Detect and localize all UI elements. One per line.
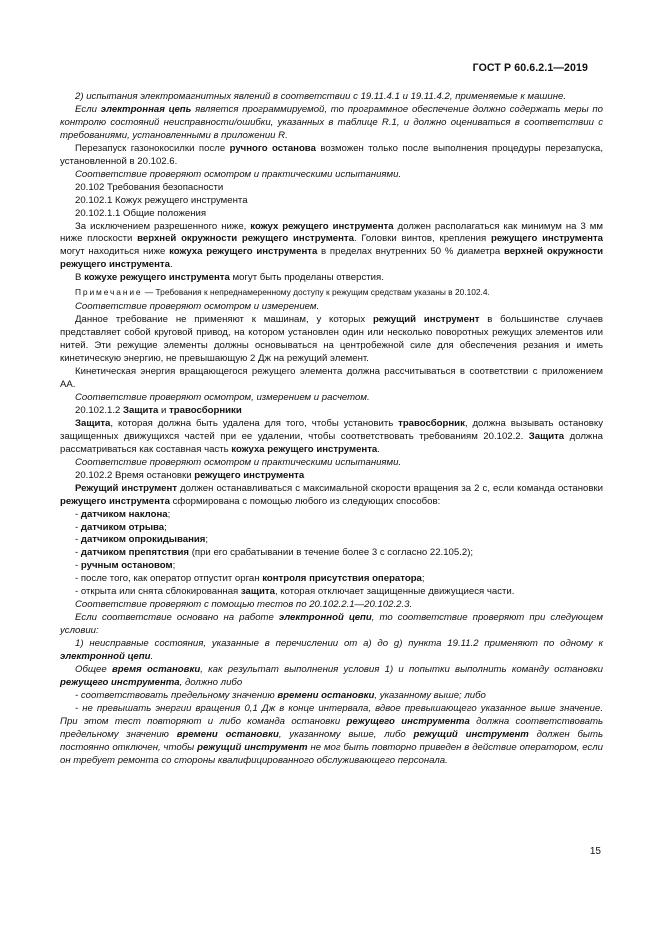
compliance-statement-5: Соответствие проверяют с помощью тестов по 20.102.2.1—20.102.2.3. xyxy=(75,599,413,611)
paragraph-restart: Перезапуск газонокосилки после ручного останова возможен только после выполнения процедуры перезапуска, установленной в 20.102.6. xyxy=(60,142,604,167)
heading-20-102: 20.102 Требования безопасности xyxy=(75,181,224,193)
heading-20-102-1-1: 20.102.1.1 Общие положения xyxy=(75,207,207,219)
document-code: ГОСТ Р 60.6.2.1—2019 xyxy=(472,62,588,74)
compliance-statement-4: Соответствие проверяют осмотром и практическими испытаниями. xyxy=(75,456,402,468)
paragraph-stop-time-limit: - соответствовать предельному значению времени остановки, указанному выше; либо xyxy=(75,689,486,701)
compliance-statement-1: Соответствие проверяют осмотром и практическими испытаниями. xyxy=(75,168,402,180)
document-body xyxy=(60,91,603,768)
paragraph-fault-conditions: 1) неисправные состояния, указанные в перечислении от a) до g) пункта 19.11.2 применяют по одному к электронной цепи. xyxy=(60,638,603,663)
paragraph-emc-tests: 2) испытания электромагнитных явлений в соответствии с 19.11.4.1 и 19.11.4.2, применяемые к машине. xyxy=(75,91,567,102)
heading-20-102-2: 20.102.2 Время остановки режущего инструмента xyxy=(75,469,305,481)
compliance-statement-2: Соответствие проверяют осмотром и измерением. xyxy=(75,301,320,313)
list-item: - ручным остановом; xyxy=(75,560,176,572)
paragraph-stop-time: Режущий инструмент должен останавливаться с максимальной скорости вращения за 2 с, если команда остановки режущего инструмента сформирована с помощью любого из следующих способов: xyxy=(60,482,603,507)
paragraph-kinetic-energy: Кинетическая энергия вращающегося режущего элемента должна рассчитываться в соответствии с приложением АА. xyxy=(60,366,603,391)
list-item: - открыта или снята сблокированная защита, которая отключает защищенные движущиеся части. xyxy=(75,586,515,598)
paragraph-electronic-circuit-condition: Если соответствие основано на работе электронной цепи, то соответствие проверяют при следующем условии: xyxy=(60,612,603,637)
list-item: - датчиком опрокидывания; xyxy=(75,534,209,546)
list-item: - датчиком препятствия (при его срабатывании в течение более 3 с согласно 22.105.2); xyxy=(75,547,474,559)
paragraph-rotation-energy: - не превышать энергии вращения 0,1 Дж в конце интервала, вдвое превышающего указанное выше значение. При этом тест повторяют и либо команда остановки режущего инструмента должна соответствовать предельному значению времени остановки, указанному выше, либо режущий инструмент должен быть постоянно отключен, чтобы режущий инструмент не мог быть повторно приведен в действие оператором, если он требует ремонта со стороны квалифицированного обслуживающего персонала. xyxy=(60,702,604,766)
page-number: 15 xyxy=(589,846,601,857)
paragraph-guard-removal: Защита, которая должна быть удалена для того, чтобы установить травосборник, должна вызывать остановку защищенных движущихся частей при ее удалении, чтобы соответствовать требованиям 20.102.2. Защита должна рассматриваться как составная часть кожуха режущего инструмента. xyxy=(60,417,603,455)
paragraph-exemption: Данное требование не применяют к машинам, у которых режущий инструмент в большинстве случаев представляет собой круговой привод, на котором установлен один или несколько поворотных режущих элементов или нитей. Эти режущие элементы должны основываться на центробежной силе для обеспечения резания и иметь кинетическую энергию, не превышающую 2 Дж на режущий элемент. xyxy=(60,314,603,365)
list-item: - после того, как оператор отпустит орган контроля присутствия оператора; xyxy=(75,573,425,585)
list-item: - датчиком наклона; xyxy=(75,508,171,520)
paragraph-total-stop-time: Общее время остановки, как результат выполнения условия 1) и попытки выполнить команду остановки режущего инструмента, должно либо xyxy=(60,663,603,688)
paragraph-guard-openings: В кожухе режущего инструмента могут быть проделаны отверстия. xyxy=(75,272,384,284)
paragraph-programmable-circuit: Если электронная цепь является программируемой, то программное обеспечение должно содержать меры по контролю состояний неисправности/ошибки, указанных в таблице R.1, и должно оцениваться в соответствии с требованиями, установленными в приложении R. xyxy=(60,103,603,141)
compliance-statement-3: Соответствие проверяют осмотром, измерением и расчетом. xyxy=(75,391,370,403)
note-unintended-access: Примечание — Требования к непреднамеренному доступу к режущим средствам указаны в 20.102.4. xyxy=(75,287,490,298)
heading-20-102-1: 20.102.1 Кожух режущего инструмента xyxy=(75,194,248,206)
list-item: - датчиком отрыва; xyxy=(75,521,167,533)
paragraph-guard-position: За исключением разрешенного ниже, кожух режущего инструмента должен располагаться как минимум на 3 мм ниже плоскости верхней окружности режущего инструмента. Головки винтов, крепления режущего инструмента могут находиться ниже кожуха режущего инструмента в пределах внутренних 50 % диаметра верхней окружности режущего инструмента. xyxy=(60,220,604,271)
heading-20-102-1-2: 20.102.1.2 Защита и травосборники xyxy=(75,404,242,416)
